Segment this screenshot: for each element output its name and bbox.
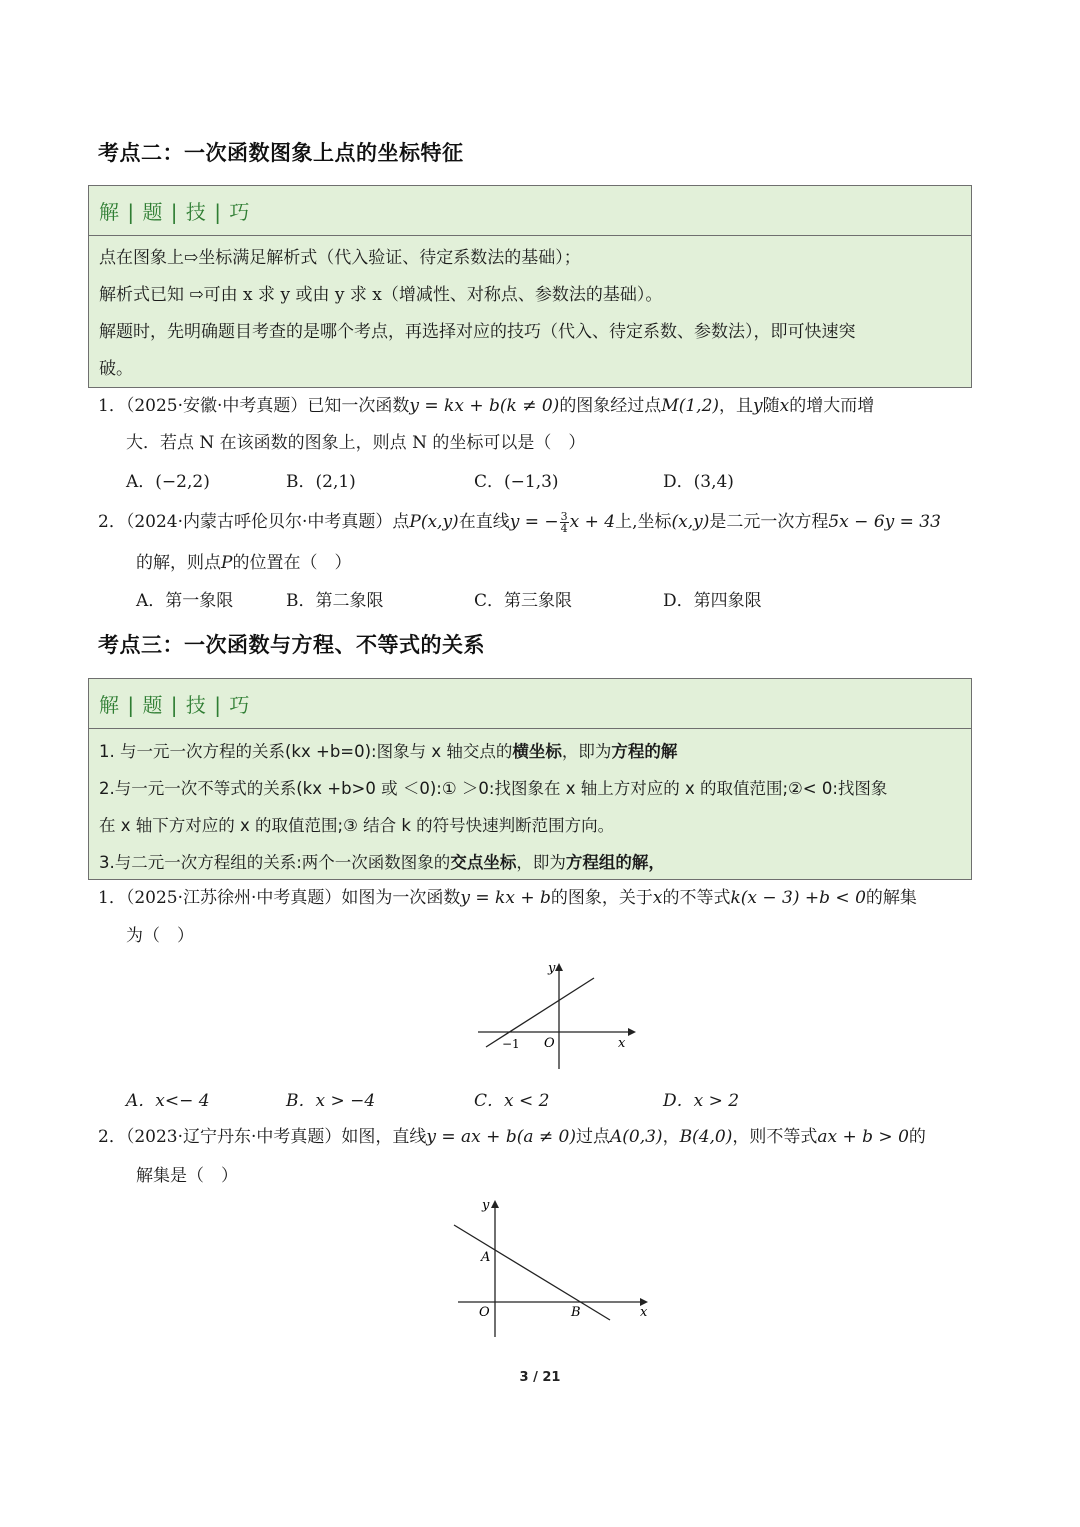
option-d: D．第四象限 [663,591,762,611]
y-axis-arrow [491,1200,499,1208]
math-expr: ax + b > 0 [817,1127,909,1147]
tips-box-2 [88,185,972,388]
question-text: 2．（2023·辽宁丹东·中考真题）如图，直线 [98,1127,427,1147]
tip-text: 3.与二元一次方程组的关系:两个一次函数图象的 [99,853,451,872]
tip-emphasis: ， [648,853,665,872]
math-expr: x + 4 [569,512,616,532]
option-d: D．(3,4) [663,472,734,492]
tips-content [89,729,971,881]
option-a [126,1086,210,1111]
option-c [474,1086,549,1111]
question-text: 1．（2025·江苏徐州·中考真题）如图为一次函数 [98,888,461,908]
math-expr: P [221,553,233,573]
tip-text: ，即为 [561,742,612,761]
tips-content [89,236,971,388]
function-line [454,1225,610,1320]
option-a: A．第一象限 [136,591,234,611]
tips-box-3 [88,678,972,880]
question-text: ， [662,1127,680,1147]
question-2-line-2 [136,548,351,573]
question-text: ，且 [719,396,754,416]
y-axis-arrow [555,963,563,971]
option-b: B．(2,1) [286,472,356,492]
option-c: C．第三象限 [474,591,573,611]
tip-line: 解析式已知 ⇨可由 x 求 y 或由 y 求 x（增减性、对称点、参数法的基础）。 [99,285,663,305]
x-axis-label: x [618,1036,626,1051]
option-a: A．(−2,2) [126,472,210,492]
math-expr: y = − [509,512,559,532]
question-text: ，则不等式 [732,1127,818,1147]
tip-line [99,733,961,770]
tip-line: 点在图象上⇨坐标满足解析式（代入验证、待定系数法的基础）； [99,248,581,268]
fraction-numerator: 3 [560,510,568,523]
section-title-2: 考点二：一次函数图象上点的坐标特征 [98,141,464,165]
math-expr: A(0,3) [609,1127,663,1147]
option-d [663,1086,739,1111]
origin-label: O [479,1305,490,1320]
question-text: 的图象，关于 [550,888,653,908]
question-text: 1．（2025·安徽·中考真题）已知一次函数 [98,396,410,416]
question-1-line-2: 为（ ） [126,926,194,946]
math-expr: y = kx + b(k ≠ 0) [409,396,560,416]
x-axis-label: x [640,1305,648,1320]
math-expr: y = ax + b(a ≠ 0) [426,1127,576,1147]
origin-label: O [544,1036,555,1051]
math-expr: x [652,888,663,908]
fraction-denominator: 4 [560,522,568,535]
tip-line: 2.与一元一次不等式的关系(kx +b>0 或 ＜0):① ＞0:找图象在 x 轴上方对应的 x 的取值范围;②< 0:找图象 [99,779,888,798]
tip-line: 破。 [99,359,133,379]
option-text: B．x > −4 [286,1091,376,1111]
question-text: 2．（2024·内蒙古呼伦贝尔·中考真题）点 [98,512,410,532]
question-text: 上,坐标 [615,512,672,532]
question-text: 的图象经过点 [559,396,662,416]
math-expr: P(x,y) [409,512,459,532]
tip-emphasis: 方程组的解 [565,853,649,872]
tip-emphasis: 横坐标 [512,742,562,761]
math-expr: 5x − 6y = 33 [828,512,941,532]
linear-function-graph-1 [470,955,640,1073]
math-expr: (x,y) [671,512,710,532]
tip-line [99,844,961,881]
question-2-line-1 [98,1122,926,1147]
question-2-line-2: 解集是（ ） [136,1166,238,1186]
question-text: 的解集 [865,888,917,908]
question-text: 的不等式 [662,888,731,908]
tip-emphasis: 方程的解 [611,742,678,761]
math-expr: y = kx + b [460,888,551,908]
question-text: 随 [762,396,780,416]
option-text: A．x<− 4 [126,1091,210,1111]
math-expr: B(4,0) [679,1127,733,1147]
option-text: D．x > 2 [663,1091,740,1111]
question-2-line-1 [98,507,941,534]
question-text: 在直线 [458,512,510,532]
option-c: C．(−1,3) [474,472,559,492]
question-text: 的解，则点 [136,553,221,573]
y-axis-label: y [482,1198,490,1213]
tip-line: 解题时，先明确题目考查的是哪个考点，再选择对应的技巧（代入、待定系数、参数法），即可快速突 [99,322,856,342]
math-expr: k(x − 3) +b < 0 [730,888,866,908]
page-number: 3 / 21 [519,1370,561,1385]
question-1-line-1 [98,391,874,416]
tip-emphasis: 交点坐标 [450,853,517,872]
x-axis-arrow [628,1028,636,1036]
y-axis-label: y [548,961,556,976]
tip-line: 在 x 轴下方对应的 x 的取值范围;③ 结合 k 的符号快速判断范围方向。 [99,816,615,835]
linear-function-graph-2 [448,1192,658,1342]
math-expr: y [753,396,763,416]
question-text: 是二元一次方程 [709,512,829,532]
option-b [286,1086,375,1111]
point-a-label: A [481,1250,491,1265]
fraction [560,511,569,534]
question-text: 的 [908,1127,926,1147]
tip-text: ，即为 [516,853,566,872]
question-1-line-2: 大．若点 N 在该函数的图象上，则点 N 的坐标可以是（ ） [126,433,586,453]
section-title-3: 考点三：一次函数与方程、不等式的关系 [98,633,485,657]
point-b-label: B [571,1305,581,1320]
tick-label: −1 [502,1037,520,1051]
tips-heading: 解 | 题 | 技 | 巧 [89,679,971,729]
option-b: B．第二象限 [286,591,384,611]
question-text: 的增大而增 [789,396,875,416]
question-text: 过点 [575,1127,610,1147]
option-text: C．x < 2 [474,1091,550,1111]
math-expr: M(1,2) [661,396,720,416]
math-expr: x [779,396,790,416]
tip-text: 1. 与一元一次方程的关系(kx +b=0):图象与 x 轴交点的 [99,742,513,761]
question-1-line-1 [98,883,917,908]
tips-heading: 解 | 题 | 技 | 巧 [89,186,971,236]
question-text: 的位置在（ ） [232,553,352,573]
